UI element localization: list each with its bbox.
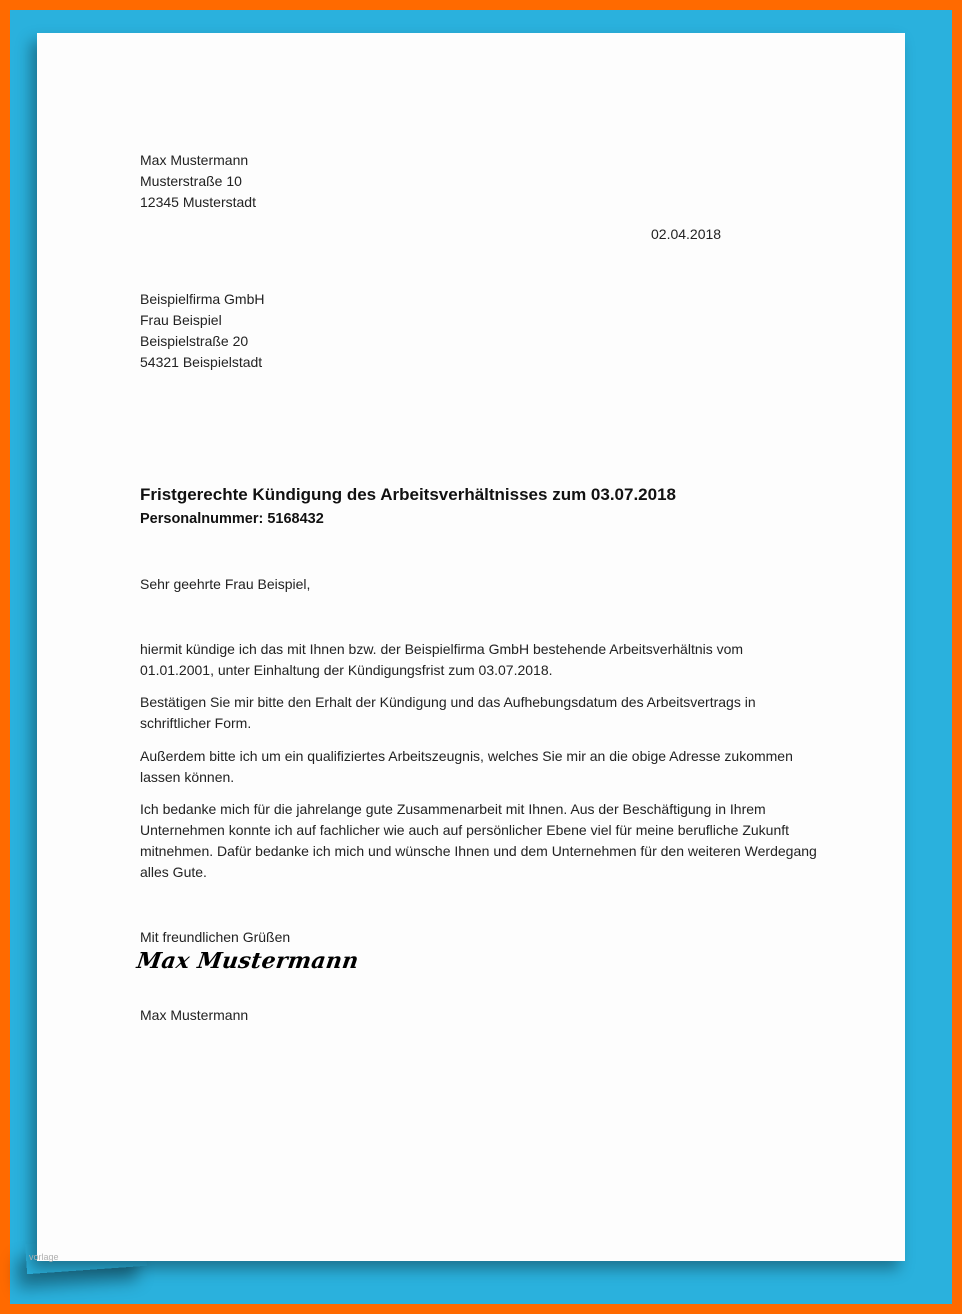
- watermark: vorlage: [29, 1252, 59, 1262]
- recipient-person: Frau Beispiel: [140, 312, 222, 328]
- sender-city: 12345 Musterstadt: [140, 194, 256, 210]
- body-paragraph-3: Außerdem bitte ich um ein qualifiziertes Arbeitszeugnis, welches Sie mir an die obige Adresse zukommen lassen können.: [140, 748, 793, 785]
- recipient-company: Beispielfirma GmbH: [140, 291, 265, 307]
- letter-page: [29, 33, 905, 1262]
- sender-name: Max Mustermann: [140, 152, 249, 168]
- personnel-number: Personalnummer: 5168432: [140, 511, 324, 527]
- recipient-city: 54321 Beispielstadt: [140, 354, 263, 370]
- handwritten-signature: Max Mustermann: [135, 948, 361, 974]
- signer-name: Max Mustermann: [140, 1007, 249, 1023]
- letter-subject: Fristgerechte Kündigung des Arbeitsverhältnisses zum 03.07.2018: [140, 485, 676, 504]
- salutation: Sehr geehrte Frau Beispiel,: [140, 576, 311, 592]
- closing: Mit freundlichen Grüßen: [140, 929, 291, 945]
- letter-date: 02.04.2018: [651, 226, 722, 242]
- recipient-street: Beispielstraße 20: [140, 333, 249, 349]
- sender-street: Musterstraße 10: [140, 173, 242, 189]
- body-paragraph-1: hiermit kündige ich das mit Ihnen bzw. der Beispielfirma GmbH bestehende Arbeitsverhältnis vom 01.01.2001, unter Einhaltung der Kündigungsfrist zum 03.07.2018.: [140, 641, 744, 678]
- body-paragraph-4: Ich bedanke mich für die jahrelange gute Zusammenarbeit mit Ihnen. Aus der Beschäftigung in Ihrem Unternehmen konnte ich auf fachlicher wie auch auf persönlicher Ebene viel für meine berufliche Zukunft mitnehmen. Dafür bedanke ich mich und wünsche Ihnen und dem Unternehmen für den weiteren Werdegang alles Gute.: [140, 801, 817, 880]
- body-paragraph-2: Bestätigen Sie mir bitte den Erhalt der Kündigung und das Aufhebungsdatum des Arbeitsvertrags in schriftlicher Form.: [140, 694, 756, 731]
